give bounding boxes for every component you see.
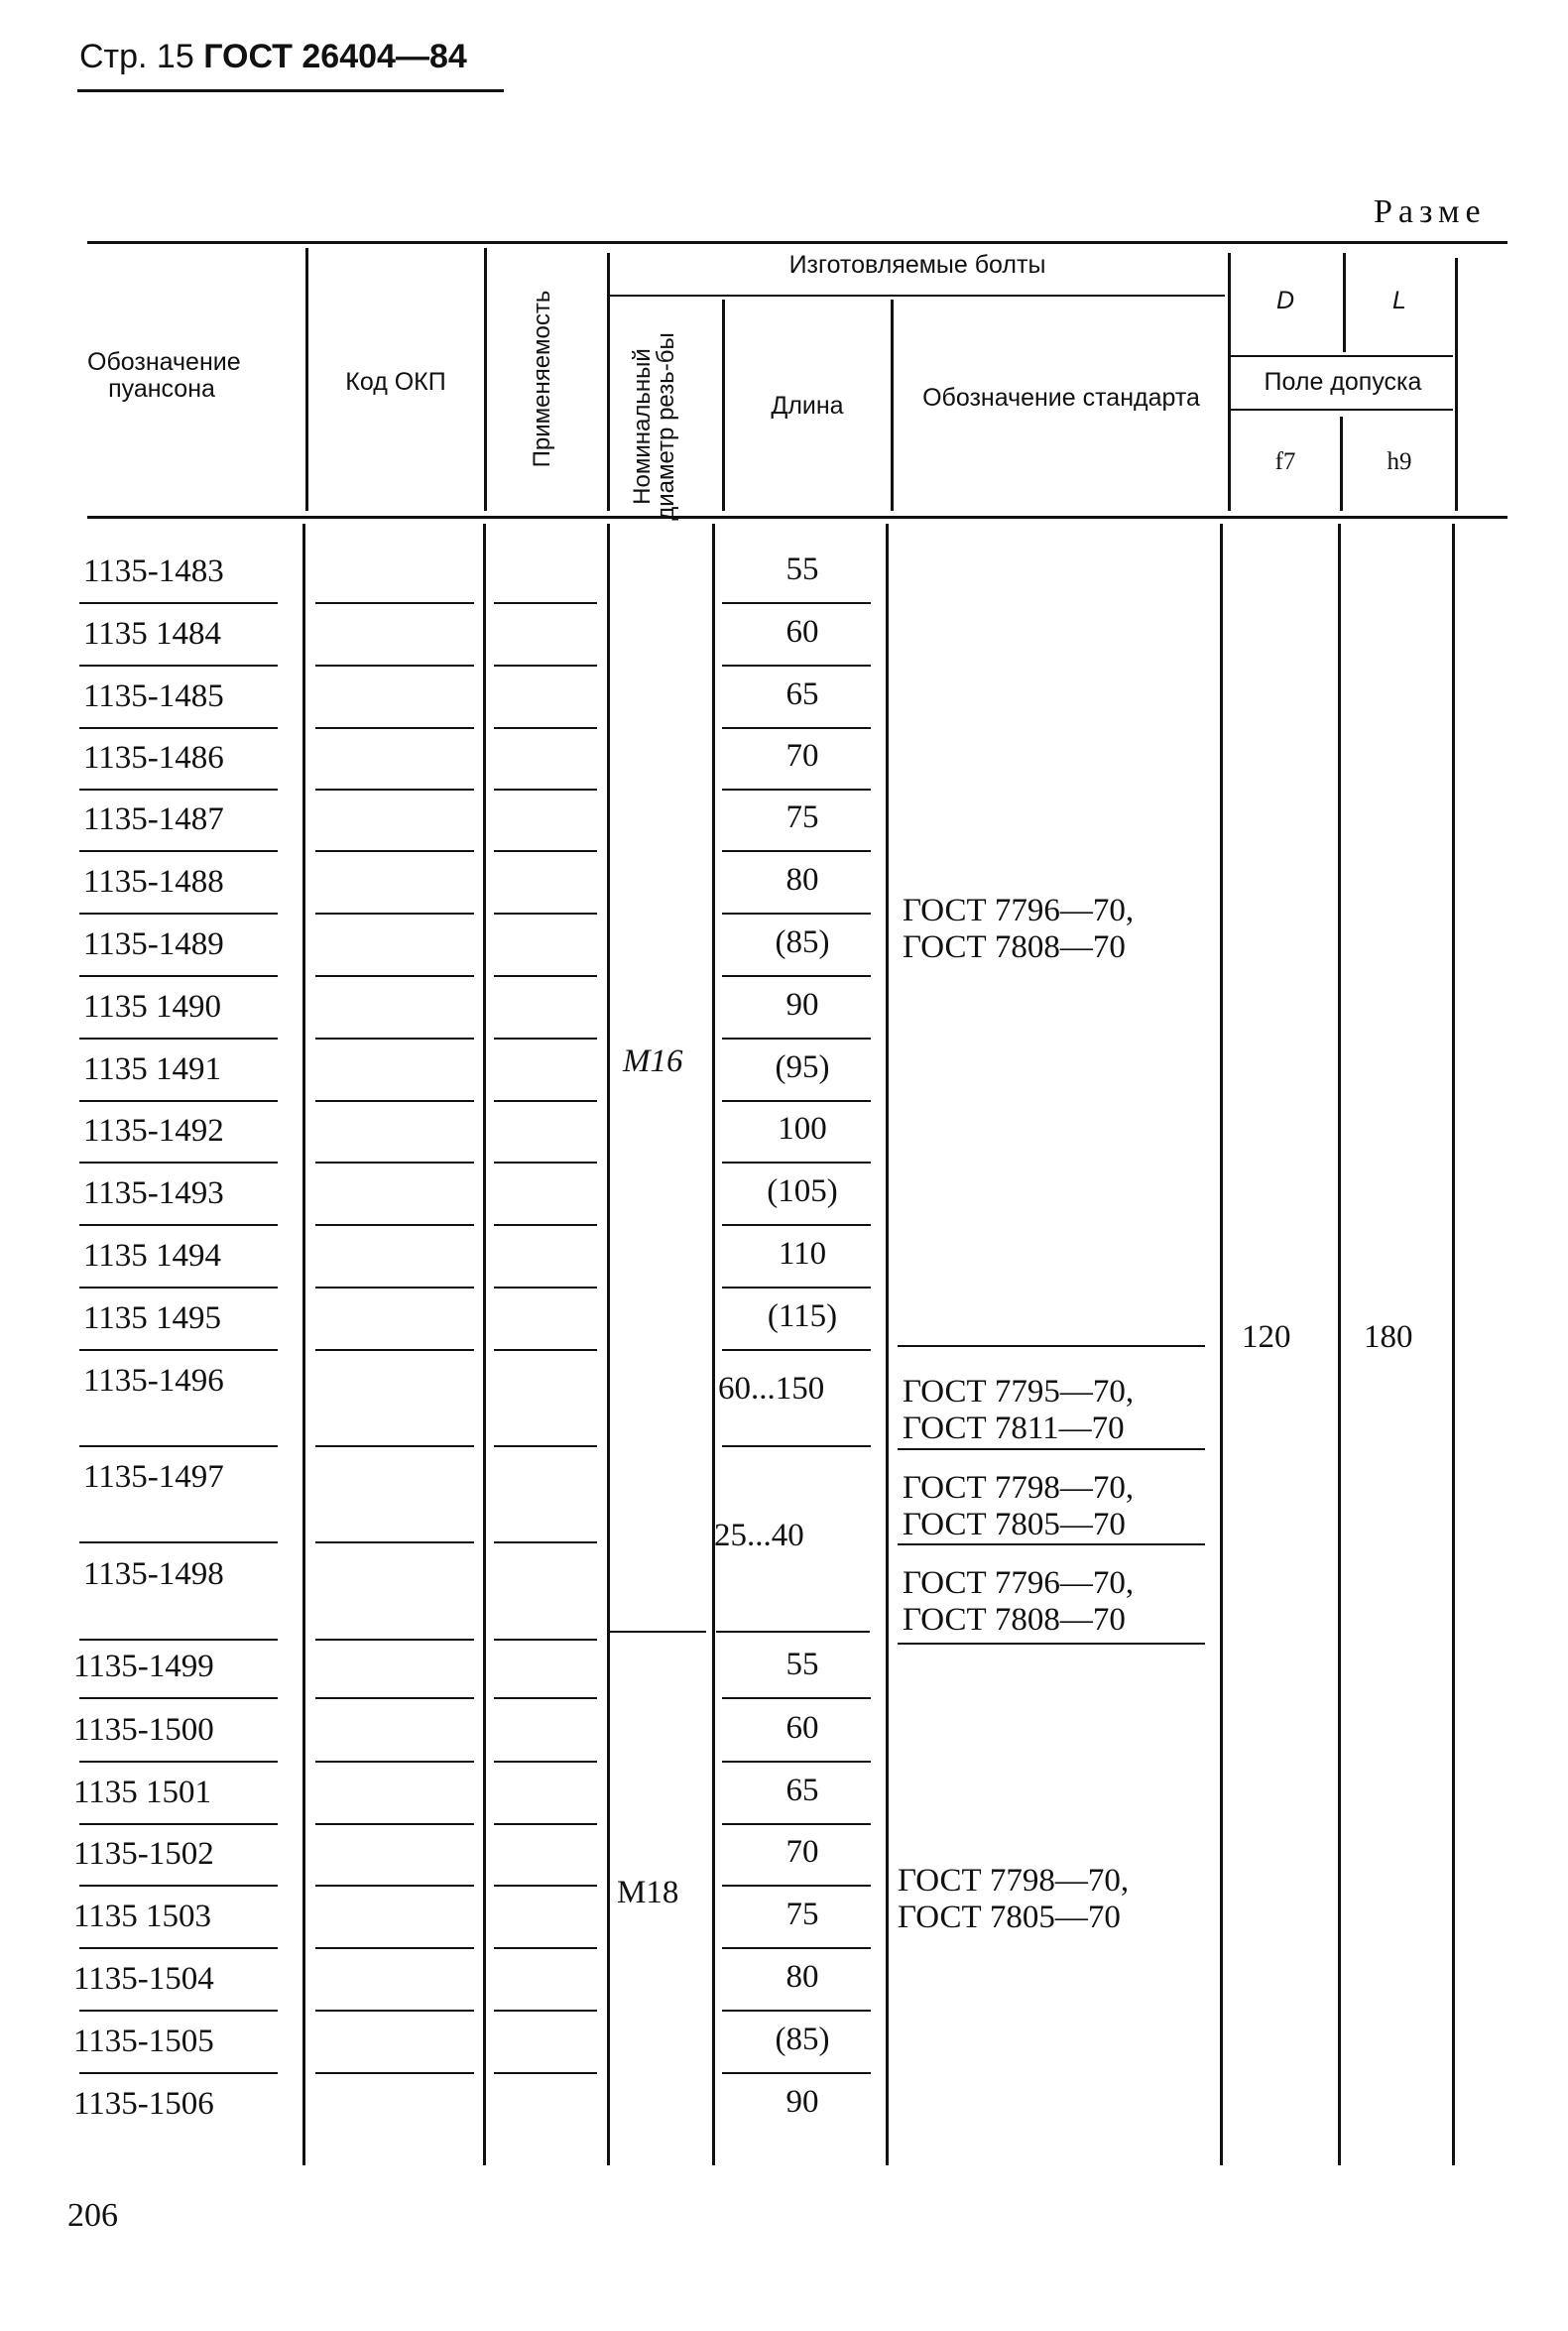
designation-rule — [79, 1823, 278, 1825]
designation-rule — [79, 2072, 278, 2074]
header-vline-6 — [1228, 253, 1231, 511]
standard-rule-4 — [898, 1643, 1205, 1645]
length-rule — [722, 1761, 871, 1763]
body-vline-2 — [483, 524, 486, 2165]
row-length: 65 — [785, 676, 819, 712]
designation-rule — [79, 850, 278, 852]
length-rule — [722, 975, 871, 977]
thread-group-m18: M18 — [617, 1875, 679, 1910]
applicability-rule — [494, 1761, 597, 1763]
designation-rule — [79, 1761, 278, 1763]
okp-rule — [315, 1162, 474, 1164]
length-rule — [722, 1038, 871, 1040]
okp-rule — [315, 1639, 474, 1641]
designation-rule — [79, 1162, 278, 1164]
standard-rule-2 — [898, 1448, 1205, 1450]
okp-rule — [315, 1445, 474, 1447]
dimension-L-value: 180 — [1364, 1319, 1413, 1355]
body-vline-4 — [712, 524, 715, 2165]
length-rule — [722, 1224, 871, 1226]
header-vline-1 — [305, 248, 308, 511]
length-rule — [722, 1162, 871, 1164]
designation-rule — [79, 2010, 278, 2012]
length-merged-rule — [716, 1631, 870, 1633]
row-length: 60 — [785, 1710, 819, 1746]
row-length: 110 — [778, 1236, 827, 1272]
standard-4-line-1: ГОСТ 7796—70, — [903, 1565, 1135, 1601]
page-header — [79, 38, 467, 76]
okp-rule — [315, 1287, 474, 1288]
row-designation: 1135 1494 — [83, 1238, 222, 1274]
col-L: L — [1392, 287, 1406, 314]
row-designation: 1135-1506 — [73, 2086, 214, 2122]
applicability-rule — [494, 2072, 597, 2074]
length-rule — [722, 789, 871, 791]
row-length: 80 — [785, 1959, 819, 1995]
row-length: (85) — [775, 2022, 830, 2057]
gost-number: ГОСТ 26404—84 — [203, 38, 467, 75]
designation-rule — [79, 1287, 278, 1288]
length-rule — [722, 1287, 871, 1288]
col-okp: Код ОКП — [345, 368, 446, 396]
body-vline-3 — [607, 524, 610, 2165]
okp-rule — [315, 1697, 474, 1699]
row-length: (115) — [767, 1298, 838, 1334]
header-vline-4 — [722, 300, 725, 511]
col-length: Длина — [771, 392, 844, 420]
length-rule — [722, 1823, 871, 1825]
row-designation: 1135-1498 — [83, 1556, 224, 1592]
applicability-rule — [494, 789, 597, 791]
row-designation: 1135-1496 — [83, 1363, 224, 1399]
applicability-rule — [494, 1100, 597, 1102]
row-designation: 1135-1502 — [73, 1836, 214, 1872]
length-rule — [722, 913, 871, 915]
standard-block-2 — [903, 1374, 1134, 1447]
header-underline — [77, 89, 504, 92]
length-rule — [722, 850, 871, 852]
applicability-rule — [494, 1947, 597, 1949]
okp-rule — [315, 727, 474, 729]
designation-rule — [79, 1038, 278, 1040]
length-rule — [722, 1885, 871, 1887]
row-designation: 1135 1491 — [83, 1051, 222, 1087]
applicability-rule — [494, 1885, 597, 1887]
applicability-rule — [494, 1224, 597, 1226]
row-designation: 1135-1499 — [73, 1649, 214, 1684]
applicability-rule — [494, 602, 597, 604]
standard-1-line-1: ГОСТ 7796—70, — [903, 893, 1135, 928]
row-length: 55 — [785, 1647, 819, 1682]
row-designation: 1135-1483 — [83, 553, 224, 589]
applicability-rule — [494, 850, 597, 852]
applicability-rule — [494, 1349, 597, 1351]
designation-rule — [79, 1697, 278, 1699]
header-vline-3 — [607, 253, 610, 511]
length-rule — [722, 1947, 871, 1949]
col-thread-diameter: Номинальный диаметр резь-бы — [629, 332, 679, 521]
row-length: 90 — [785, 2084, 819, 2120]
length-rule — [722, 1100, 871, 1102]
okp-rule — [315, 1038, 474, 1040]
row-length: 100 — [778, 1111, 827, 1147]
row-length: 70 — [785, 738, 819, 774]
applicability-rule — [494, 1639, 597, 1641]
row-designation: 1135-1485 — [83, 678, 224, 714]
header-vline-2 — [484, 248, 487, 511]
col-L-tolerance: h9 — [1387, 448, 1412, 475]
applicability-rule — [494, 1697, 597, 1699]
thread-group-separator — [607, 1631, 706, 1633]
table-top-rule — [87, 241, 1508, 244]
row-designation: 1135 1490 — [83, 989, 222, 1025]
row-designation: 1135 1495 — [83, 1300, 222, 1336]
body-vline-5 — [886, 524, 889, 2165]
okp-rule — [315, 1947, 474, 1949]
length-rule — [722, 1349, 871, 1351]
row-length: (95) — [775, 1049, 830, 1085]
header-vline-7 — [1343, 253, 1346, 352]
designation-rule — [79, 665, 278, 667]
standard-4-line-2: ГОСТ 7808—70 — [903, 1602, 1126, 1638]
row-designation: 1135-1492 — [83, 1113, 224, 1149]
thread-group-m16: M16 — [623, 1043, 683, 1079]
applicability-rule — [494, 665, 597, 667]
okp-rule — [315, 913, 474, 915]
okp-rule — [315, 1761, 474, 1763]
applicability-rule — [494, 1445, 597, 1447]
standard-2-line-2: ГОСТ 7811—70 — [903, 1411, 1125, 1446]
row-length: 60 — [785, 614, 819, 650]
row-length: 55 — [785, 552, 819, 587]
designation-rule — [79, 727, 278, 729]
tolerance-rule — [1230, 409, 1453, 411]
row-length: 65 — [785, 1773, 819, 1808]
standard-rule-3 — [898, 1543, 1205, 1545]
header-vline-8 — [1340, 417, 1343, 511]
row-designation: 1135-1493 — [83, 1175, 224, 1211]
length-rule — [722, 665, 871, 667]
length-rule — [722, 1697, 871, 1699]
okp-rule — [315, 2072, 474, 2074]
length-rule — [722, 727, 871, 729]
row-designation: 1135 1501 — [73, 1775, 212, 1810]
standard-5-line-2: ГОСТ 7805—70 — [898, 1900, 1121, 1935]
standard-rule-1 — [898, 1345, 1205, 1347]
col-D: D — [1275, 287, 1295, 314]
row-length: 60...150 — [718, 1371, 825, 1407]
row-designation: 1135 1503 — [73, 1899, 212, 1934]
designation-rule — [79, 1100, 278, 1102]
okp-rule — [315, 1100, 474, 1102]
row-designation: 1135-1489 — [83, 926, 224, 962]
standard-block-5 — [898, 1863, 1129, 1936]
row-length: 75 — [785, 799, 819, 835]
standard-block-1 — [903, 893, 1134, 966]
row-designation: 1135 1484 — [83, 616, 222, 652]
standard-3-line-2: ГОСТ 7805—70 — [903, 1507, 1126, 1542]
standard-block-4 — [903, 1565, 1134, 1639]
row-length: 70 — [785, 1834, 819, 1870]
applicability-rule — [494, 1162, 597, 1164]
designation-rule — [79, 1885, 278, 1887]
applicability-rule — [494, 2010, 597, 2012]
okp-rule — [315, 1349, 474, 1351]
row-length: 90 — [785, 987, 819, 1023]
standard-3-line-1: ГОСТ 7798—70, — [903, 1470, 1135, 1506]
length-rule — [722, 602, 871, 604]
page-number: 206 — [67, 2197, 118, 2234]
designation-rule — [79, 1947, 278, 1949]
col-designation: Обозначение пуансона — [87, 348, 241, 403]
applicability-rule — [494, 913, 597, 915]
page-ref: Стр. 15 — [79, 38, 194, 75]
body-vline-7 — [1338, 524, 1341, 2165]
row-length: (85) — [775, 924, 830, 960]
col-applicability: Применяемость — [529, 290, 555, 468]
standard-2-line-1: ГОСТ 7795—70, — [903, 1374, 1135, 1410]
row-designation: 1135-1500 — [73, 1712, 214, 1748]
applicability-rule — [494, 1287, 597, 1288]
applicability-rule — [494, 975, 597, 977]
col-tolerance: Поле допуска — [1264, 368, 1422, 396]
row-designation: 1135-1497 — [83, 1459, 224, 1495]
standard-5-line-1: ГОСТ 7798—70, — [898, 1863, 1130, 1899]
body-vline-1 — [302, 524, 305, 2165]
okp-rule — [315, 1823, 474, 1825]
okp-rule — [315, 1885, 474, 1887]
row-designation: 1135-1504 — [73, 1961, 214, 1997]
length-merged: 25...40 — [714, 1518, 804, 1553]
row-length: 80 — [785, 862, 819, 898]
col-D-tolerance: f7 — [1274, 448, 1296, 475]
designation-rule — [79, 913, 278, 915]
standard-block-3 — [903, 1470, 1134, 1543]
length-rule — [722, 2072, 871, 2074]
designation-rule — [79, 789, 278, 791]
designation-rule — [79, 1224, 278, 1226]
okp-rule — [315, 1224, 474, 1226]
length-rule — [722, 1445, 871, 1447]
applicability-rule — [494, 1038, 597, 1040]
okp-rule — [315, 1541, 474, 1543]
col-bolts-group: Изготовляемые болты — [788, 251, 1046, 279]
body-vline-8 — [1452, 524, 1455, 2165]
col-standard: Обозначение стандарта — [922, 384, 1200, 412]
okp-rule — [315, 665, 474, 667]
dl-rule — [1230, 355, 1453, 357]
standard-1-line-2: ГОСТ 7808—70 — [903, 929, 1126, 965]
okp-rule — [315, 850, 474, 852]
designation-rule — [79, 1445, 278, 1447]
okp-rule — [315, 2010, 474, 2012]
designation-rule — [79, 602, 278, 604]
applicability-rule — [494, 1541, 597, 1543]
row-designation: 1135-1488 — [83, 864, 224, 900]
header-vline-5 — [891, 300, 894, 511]
applicability-rule — [494, 1823, 597, 1825]
row-designation: 1135-1505 — [73, 2024, 214, 2059]
dimension-D-value: 120 — [1242, 1319, 1291, 1355]
designation-rule — [79, 1639, 278, 1641]
table-label: Разме — [1374, 193, 1487, 230]
designation-rule — [79, 1349, 278, 1351]
row-length: 75 — [785, 1897, 819, 1932]
okp-rule — [315, 789, 474, 791]
header-bottom-rule — [87, 516, 1508, 519]
header-vline-9 — [1455, 258, 1458, 511]
designation-rule — [79, 975, 278, 977]
row-designation: 1135-1486 — [83, 740, 224, 776]
row-length: (105) — [767, 1173, 838, 1209]
body-vline-6 — [1220, 524, 1223, 2165]
designation-rule — [79, 1541, 278, 1543]
bolts-group-rule — [610, 295, 1225, 297]
row-designation: 1135-1487 — [83, 801, 224, 837]
okp-rule — [315, 602, 474, 604]
applicability-rule — [494, 727, 597, 729]
length-rule — [722, 2010, 871, 2012]
okp-rule — [315, 975, 474, 977]
